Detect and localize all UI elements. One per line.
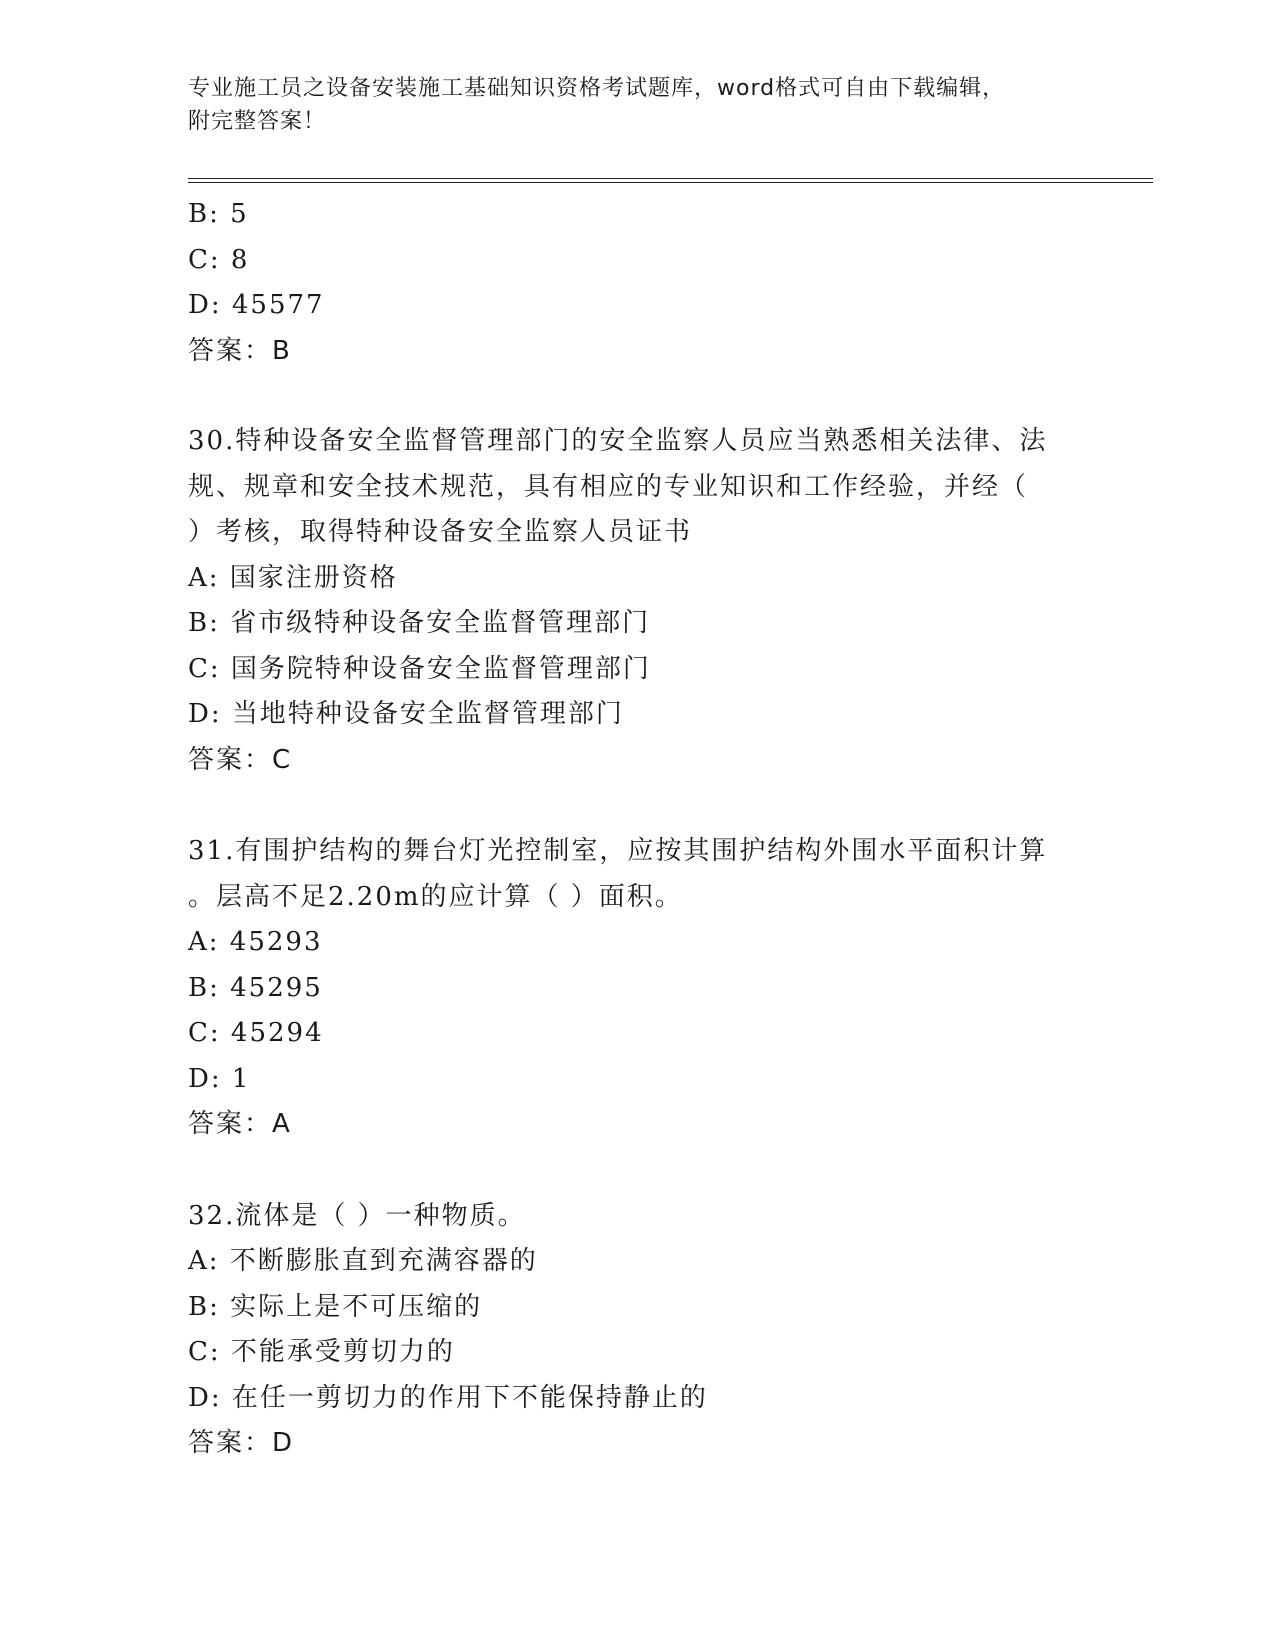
question-content [188,192,1088,1467]
header-line-1: 专业施工员之设备安装施工基础知识资格考试题库，word格式可自由下载编辑， [188,76,1006,101]
question-30 [188,419,1088,783]
question-stem-line: 31.有围护结构的舞台灯光控制室，应按其围护结构外围水平面积计算 [188,836,1048,866]
question-stem-line: 32.流体是（ ）一种物质。 [188,1200,526,1231]
option-a: A: 国家注册资格 [188,562,398,593]
option-b: B: 5 [188,199,249,229]
option-a: A: 不断膨胀直到充满容器的 [188,1246,538,1276]
question-stem-line: 。层高不足2.20m的应计算（ ）面积。 [188,881,683,912]
question-stem-line: ）考核，取得特种设备安全监察人员证书 [188,517,693,547]
option-d: D: 在任一剪切力的作用下不能保持静止的 [188,1382,708,1413]
question-stem-line: 规、规章和安全技术规范，具有相应的专业知识和工作经验，并经（ [188,471,1029,502]
option-c: C: 国务院特种设备安全监督管理部门 [188,653,651,684]
option-c: C: 45294 [188,1018,324,1048]
option-a: A: 45293 [188,927,323,957]
option-b: B: 实际上是不可压缩的 [188,1291,483,1322]
option-d: D: 当地特种设备安全监督管理部门 [188,699,624,729]
question-stem-line: 30.特种设备安全监督管理部门的安全监察人员应当熟悉相关法律、法 [188,426,1048,456]
answer-line: 答案：A [188,1109,292,1139]
answer-line: 答案：C [188,744,293,775]
option-b: B: 省市级特种设备安全监督管理部门 [188,608,651,638]
option-b: B: 45295 [188,972,323,1003]
question-32 [188,1194,1088,1467]
document-header [188,72,1088,138]
header-divider [188,178,1153,183]
option-d: D: 1 [188,1063,251,1094]
previous-question-tail [188,192,1088,374]
header-line-2: 附完整答案！ [188,109,327,134]
option-d: D: 45577 [188,290,325,320]
question-31 [188,829,1088,1148]
option-c: C: 8 [188,244,250,275]
option-c: C: 不能承受剪切力的 [188,1337,455,1367]
answer-line: 答案：B [188,335,292,366]
answer-line: 答案：D [188,1428,295,1458]
